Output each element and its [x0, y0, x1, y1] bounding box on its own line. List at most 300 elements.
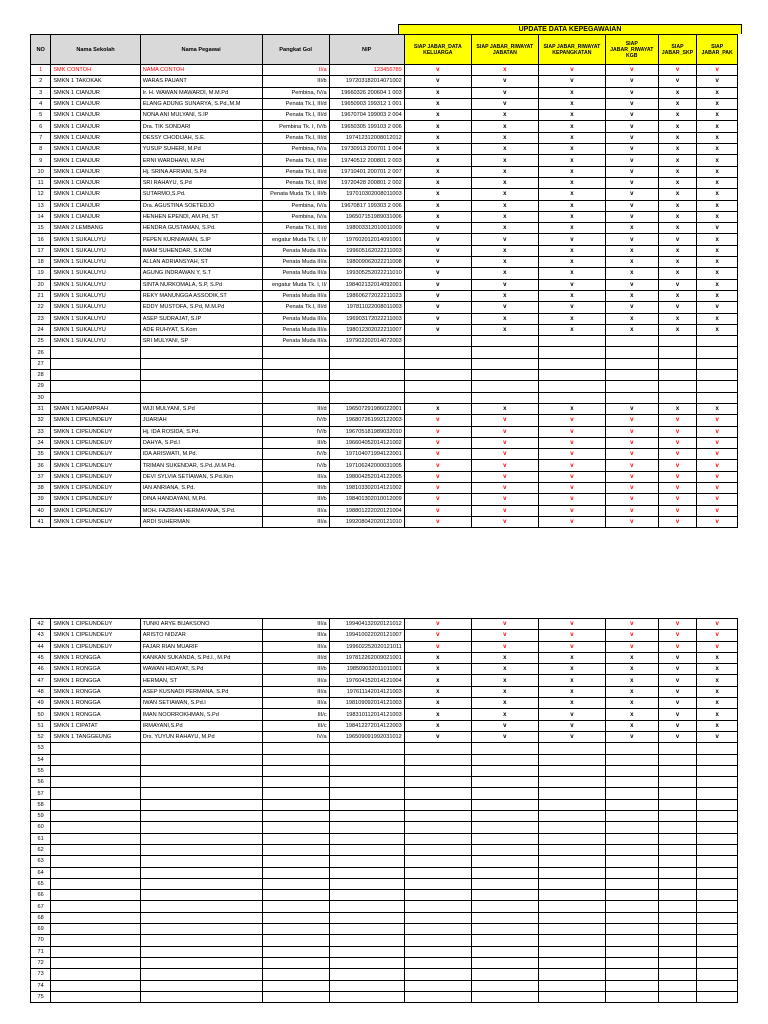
- cell-nip: 199602252020121011: [329, 641, 404, 652]
- cell-riwayat-jabatan: [471, 811, 538, 822]
- cell-no: 6: [31, 121, 51, 132]
- cell-no: 65: [31, 878, 51, 889]
- cell-pangkat: engatur Muda Tk. I, II/: [262, 279, 329, 290]
- cell-nama-pegawai: EDDY MUSTOFA, S.Pd, M.M.Pd: [140, 302, 262, 313]
- cell-pak: x: [697, 177, 738, 188]
- cell-nama-pegawai: SUTARMO,S.Pd.: [140, 189, 262, 200]
- cell-riwayat-kgb: [605, 867, 658, 878]
- cell-nama-sekolah: [51, 969, 140, 980]
- cell-pak: x: [697, 144, 738, 155]
- cell-nama-pegawai: [140, 957, 262, 968]
- cell-pak: [697, 856, 738, 867]
- cell-nama-sekolah: [51, 765, 140, 776]
- cell-keluarga: [404, 901, 471, 912]
- cell-riwayat-kgb: x: [605, 290, 658, 301]
- cell-skp: x: [658, 98, 697, 109]
- cell-riwayat-jabatan: x: [471, 403, 538, 414]
- cell-riwayat-kgb: v: [605, 110, 658, 121]
- cell-pangkat: [262, 392, 329, 403]
- cell-riwayat-jabatan: [471, 788, 538, 799]
- cell-nama-sekolah: SMKN 1 RONGGA: [51, 686, 140, 697]
- cell-skp: [658, 946, 697, 957]
- cell-riwayat-jabatan: x: [471, 313, 538, 324]
- cell-skp: [658, 856, 697, 867]
- cell-skp: v: [658, 449, 697, 460]
- cell-keluarga: x: [404, 189, 471, 200]
- cell-riwayat-kgb: v: [605, 65, 658, 76]
- cell-riwayat-jabatan: [471, 754, 538, 765]
- cell-nama-sekolah: SMKN 1 CIANJUR: [51, 177, 140, 188]
- cell-nama-sekolah: [51, 811, 140, 822]
- header-skp: SIAP JABAR_SKP: [658, 35, 697, 65]
- cell-pak: [697, 912, 738, 923]
- cell-nip: [329, 358, 404, 369]
- table-row: [31, 890, 738, 901]
- cell-no: 3: [31, 87, 51, 98]
- cell-nama-sekolah: SMKN 1 CIANJUR: [51, 144, 140, 155]
- cell-skp: [658, 924, 697, 935]
- cell-pak: [697, 924, 738, 935]
- cell-skp: x: [658, 87, 697, 98]
- cell-pangkat: [262, 358, 329, 369]
- cell-skp: v: [658, 709, 697, 720]
- cell-skp: v: [658, 630, 697, 641]
- cell-pangkat: [262, 811, 329, 822]
- cell-no: 17: [31, 245, 51, 256]
- cell-skp: v: [658, 516, 697, 527]
- cell-skp: [658, 370, 697, 381]
- cell-no: 16: [31, 234, 51, 245]
- cell-nip: 198402132014092001: [329, 279, 404, 290]
- cell-nama-pegawai: [140, 991, 262, 1002]
- cell-riwayat-kgb: [605, 980, 658, 991]
- cell-nip: 197106242000031005: [329, 460, 404, 471]
- table-row: [31, 110, 738, 121]
- cell-skp: x: [658, 166, 697, 177]
- cell-pangkat: [262, 765, 329, 776]
- cell-riwayat-kepangkatan: [538, 799, 605, 810]
- cell-keluarga: [404, 980, 471, 991]
- cell-riwayat-kgb: v: [605, 211, 658, 222]
- cell-pangkat: Penata Tk.I, III/d: [262, 177, 329, 188]
- cell-riwayat-jabatan: x: [471, 132, 538, 143]
- cell-riwayat-kgb: v: [605, 177, 658, 188]
- cell-riwayat-jabatan: [471, 799, 538, 810]
- table-row: [31, 482, 738, 493]
- cell-keluarga: x: [404, 698, 471, 709]
- cell-keluarga: [404, 811, 471, 822]
- cell-riwayat-kgb: [605, 381, 658, 392]
- cell-no: 19: [31, 268, 51, 279]
- cell-nip: [329, 946, 404, 957]
- cell-keluarga: [404, 935, 471, 946]
- cell-nip: 197902202014072003: [329, 336, 404, 347]
- cell-nama-pegawai: PEPEN KURNIAWAN, S.IP: [140, 234, 262, 245]
- header-nama-pegawai: Nama Pegawai: [140, 35, 262, 65]
- table-row: [31, 268, 738, 279]
- cell-riwayat-jabatan: x: [471, 177, 538, 188]
- table-row: [31, 675, 738, 686]
- table-row: [31, 370, 738, 381]
- cell-riwayat-kepangkatan: x: [538, 144, 605, 155]
- cell-riwayat-kepangkatan: v: [538, 720, 605, 731]
- cell-nama-sekolah: SMKN 1 CIPEUNDEUY: [51, 415, 140, 426]
- cell-nip: [329, 799, 404, 810]
- cell-riwayat-kepangkatan: v: [538, 76, 605, 87]
- table-row: [31, 324, 738, 335]
- cell-skp: [658, 833, 697, 844]
- cell-skp: v: [658, 460, 697, 471]
- cell-pak: x: [697, 313, 738, 324]
- cell-pak: v: [697, 619, 738, 630]
- cell-keluarga: [404, 370, 471, 381]
- cell-pangkat: Penata Tk.I, III/d: [262, 132, 329, 143]
- cell-nip: [329, 935, 404, 946]
- cell-nama-sekolah: [51, 788, 140, 799]
- cell-nip: 199305252022211010: [329, 268, 404, 279]
- cell-riwayat-kgb: v: [605, 121, 658, 132]
- cell-nama-sekolah: SMAN 2 LEMBANG: [51, 223, 140, 234]
- cell-pangkat: IV/b: [262, 415, 329, 426]
- table-row: [31, 788, 738, 799]
- cell-riwayat-kepangkatan: x: [538, 211, 605, 222]
- cell-nama-sekolah: [51, 833, 140, 844]
- cell-skp: [658, 991, 697, 1002]
- cell-no: 24: [31, 324, 51, 335]
- cell-riwayat-jabatan: x: [471, 268, 538, 279]
- cell-pak: [697, 336, 738, 347]
- cell-no: 18: [31, 257, 51, 268]
- cell-riwayat-jabatan: x: [471, 245, 538, 256]
- table-row: [31, 912, 738, 923]
- cell-pangkat: Penata Tk.I, III/d: [262, 166, 329, 177]
- cell-pangkat: III/a: [262, 675, 329, 686]
- table-row: [31, 65, 738, 76]
- cell-skp: v: [658, 302, 697, 313]
- table-row: [31, 969, 738, 980]
- cell-nip: [329, 743, 404, 754]
- cell-pangkat: IV/b: [262, 426, 329, 437]
- cell-riwayat-jabatan: x: [471, 686, 538, 697]
- cell-riwayat-kgb: v: [605, 505, 658, 516]
- cell-keluarga: v: [404, 471, 471, 482]
- cell-nama-pegawai: [140, 765, 262, 776]
- table-row: [31, 234, 738, 245]
- cell-nip: [329, 844, 404, 855]
- table-row: [31, 799, 738, 810]
- cell-skp: v: [658, 426, 697, 437]
- cell-pangkat: Penata Muda Tk I, III/b: [262, 189, 329, 200]
- cell-keluarga: v: [404, 426, 471, 437]
- cell-nama-sekolah: [51, 924, 140, 935]
- cell-pangkat: Penata Muda III/a: [262, 257, 329, 268]
- cell-pak: v: [697, 302, 738, 313]
- cell-no: 43: [31, 630, 51, 641]
- cell-pak: [697, 811, 738, 822]
- cell-riwayat-kepangkatan: v: [538, 619, 605, 630]
- cell-pak: v: [697, 516, 738, 527]
- cell-nip: [329, 777, 404, 788]
- cell-riwayat-kgb: [605, 924, 658, 935]
- cell-nama-sekolah: SMKN 1 CIANJUR: [51, 110, 140, 121]
- cell-pangkat: [262, 754, 329, 765]
- table-row: [31, 302, 738, 313]
- cell-riwayat-kgb: v: [605, 471, 658, 482]
- cell-skp: v: [658, 76, 697, 87]
- cell-skp: x: [658, 324, 697, 335]
- cell-pangkat: III/b: [262, 76, 329, 87]
- cell-riwayat-jabatan: v: [471, 720, 538, 731]
- cell-pangkat: Penata Tk.I, III/d: [262, 98, 329, 109]
- cell-riwayat-kepangkatan: x: [538, 257, 605, 268]
- cell-no: 42: [31, 619, 51, 630]
- table-row: [31, 358, 738, 369]
- employee-table-top: [30, 34, 738, 528]
- cell-riwayat-jabatan: v: [471, 619, 538, 630]
- cell-riwayat-kgb: [605, 833, 658, 844]
- cell-nama-pegawai: [140, 788, 262, 799]
- cell-skp: x: [658, 132, 697, 143]
- cell-riwayat-jabatan: v: [471, 426, 538, 437]
- cell-riwayat-jabatan: [471, 980, 538, 991]
- cell-no: 52: [31, 731, 51, 742]
- cell-riwayat-kepangkatan: x: [538, 313, 605, 324]
- cell-no: 45: [31, 652, 51, 663]
- table-row: [31, 279, 738, 290]
- cell-nama-sekolah: SMKN 1 CIPEUNDEUY: [51, 494, 140, 505]
- cell-riwayat-kgb: v: [605, 516, 658, 527]
- cell-pak: v: [697, 76, 738, 87]
- cell-skp: [658, 867, 697, 878]
- cell-riwayat-jabatan: [471, 822, 538, 833]
- cell-nama-sekolah: SMKN 1 CIANJUR: [51, 166, 140, 177]
- cell-keluarga: v: [404, 257, 471, 268]
- cell-nama-sekolah: [51, 878, 140, 889]
- cell-no: 35: [31, 449, 51, 460]
- table-body-bottom: [31, 619, 738, 1003]
- cell-pak: x: [697, 686, 738, 697]
- table-row: [31, 155, 738, 166]
- cell-keluarga: [404, 890, 471, 901]
- cell-nama-pegawai: [140, 358, 262, 369]
- table-row: [31, 403, 738, 414]
- cell-nip: 196807261992122003: [329, 415, 404, 426]
- cell-keluarga: x: [404, 211, 471, 222]
- table-row: [31, 856, 738, 867]
- cell-nama-sekolah: SMKN 1 CIPEUNDEUY: [51, 460, 140, 471]
- cell-skp: v: [658, 641, 697, 652]
- cell-nip: 19650305 199103 2 006: [329, 121, 404, 132]
- cell-pak: x: [697, 87, 738, 98]
- cell-pangkat: [262, 946, 329, 957]
- cell-riwayat-kgb: x: [605, 664, 658, 675]
- cell-riwayat-kepangkatan: x: [538, 686, 605, 697]
- cell-riwayat-kgb: v: [605, 449, 658, 460]
- cell-riwayat-kgb: [605, 392, 658, 403]
- cell-riwayat-jabatan: x: [471, 110, 538, 121]
- cell-pangkat: IV/b: [262, 460, 329, 471]
- cell-nama-pegawai: [140, 811, 262, 822]
- cell-pak: v: [697, 731, 738, 742]
- cell-pangkat: III/b: [262, 437, 329, 448]
- table-row: [31, 381, 738, 392]
- cell-nama-pegawai: ARISTO NIDZAR: [140, 630, 262, 641]
- cell-skp: x: [658, 223, 697, 234]
- cell-riwayat-kgb: [605, 912, 658, 923]
- table-body-top: [31, 65, 738, 528]
- cell-riwayat-kgb: x: [605, 720, 658, 731]
- table-row: [31, 957, 738, 968]
- cell-riwayat-kepangkatan: x: [538, 132, 605, 143]
- table-row: [31, 132, 738, 143]
- cell-nip: 198004252014122005: [329, 471, 404, 482]
- cell-no: 20: [31, 279, 51, 290]
- cell-riwayat-kgb: [605, 358, 658, 369]
- cell-keluarga: [404, 788, 471, 799]
- cell-riwayat-kgb: x: [605, 223, 658, 234]
- cell-nama-sekolah: [51, 901, 140, 912]
- cell-no: 9: [31, 155, 51, 166]
- cell-pangkat: [262, 844, 329, 855]
- cell-pak: x: [697, 155, 738, 166]
- cell-pangkat: IV/a: [262, 731, 329, 742]
- cell-keluarga: x: [404, 177, 471, 188]
- cell-pangkat: Penata Tk.I, III/d: [262, 155, 329, 166]
- cell-nama-sekolah: SMKN 1 TANGGEUNG: [51, 731, 140, 742]
- table-row: [31, 833, 738, 844]
- cell-keluarga: v: [404, 290, 471, 301]
- cell-skp: v: [658, 437, 697, 448]
- cell-no: 2: [31, 76, 51, 87]
- cell-keluarga: [404, 856, 471, 867]
- cell-nama-pegawai: HENDRA GUSTAMAN, S.Pd.: [140, 223, 262, 234]
- cell-keluarga: x: [404, 652, 471, 663]
- cell-riwayat-kgb: [605, 935, 658, 946]
- cell-nip: [329, 347, 404, 358]
- cell-pak: v: [697, 426, 738, 437]
- table-row: [31, 245, 738, 256]
- cell-nama-pegawai: Dra. AGUSTINA SOETEDJO: [140, 200, 262, 211]
- table-row: [31, 901, 738, 912]
- cell-pak: v: [697, 223, 738, 234]
- cell-nama-pegawai: [140, 743, 262, 754]
- cell-riwayat-kepangkatan: x: [538, 223, 605, 234]
- cell-no: 61: [31, 833, 51, 844]
- table-row: [31, 211, 738, 222]
- table-row: [31, 754, 738, 765]
- cell-riwayat-jabatan: [471, 336, 538, 347]
- cell-riwayat-jabatan: [471, 912, 538, 923]
- cell-nip: 198509032011011001: [329, 664, 404, 675]
- cell-riwayat-jabatan: [471, 777, 538, 788]
- cell-keluarga: [404, 754, 471, 765]
- cell-riwayat-jabatan: v: [471, 731, 538, 742]
- cell-riwayat-jabatan: v: [471, 516, 538, 527]
- cell-pangkat: Penata Tk.I, III/d: [262, 223, 329, 234]
- cell-riwayat-jabatan: x: [471, 211, 538, 222]
- cell-keluarga: v: [404, 641, 471, 652]
- cell-riwayat-kepangkatan: x: [538, 110, 605, 121]
- cell-nama-sekolah: [51, 935, 140, 946]
- cell-riwayat-kgb: v: [605, 76, 658, 87]
- cell-nip: 198012302022211007: [329, 324, 404, 335]
- cell-nip: [329, 957, 404, 968]
- cell-nama-sekolah: [51, 957, 140, 968]
- cell-riwayat-jabatan: x: [471, 144, 538, 155]
- cell-nama-pegawai: ERNI WARDHANI, M.Pd: [140, 155, 262, 166]
- cell-riwayat-kepangkatan: [538, 822, 605, 833]
- cell-skp: v: [658, 505, 697, 516]
- cell-nama-sekolah: SMKN 1 CIPEUNDEUY: [51, 437, 140, 448]
- cell-nip: [329, 765, 404, 776]
- cell-riwayat-kgb: [605, 969, 658, 980]
- cell-riwayat-jabatan: [471, 844, 538, 855]
- cell-riwayat-jabatan: x: [471, 709, 538, 720]
- cell-riwayat-kepangkatan: [538, 991, 605, 1002]
- cell-nama-pegawai: NONA ANI MULYANI, S.IP: [140, 110, 262, 121]
- cell-no: 75: [31, 991, 51, 1002]
- cell-nama-pegawai: [140, 890, 262, 901]
- cell-nama-sekolah: SMKN 1 RONGGA: [51, 664, 140, 675]
- cell-pangkat: III/a: [262, 516, 329, 527]
- cell-nip: [329, 980, 404, 991]
- cell-skp: x: [658, 211, 697, 222]
- cell-keluarga: x: [404, 132, 471, 143]
- cell-nama-sekolah: [51, 392, 140, 403]
- cell-pak: [697, 833, 738, 844]
- cell-nama-pegawai: HERMAN, ST: [140, 675, 262, 686]
- cell-no: 48: [31, 686, 51, 697]
- cell-keluarga: x: [404, 155, 471, 166]
- cell-keluarga: v: [404, 437, 471, 448]
- cell-nama-sekolah: SMKN 1 SUKALUYU: [51, 257, 140, 268]
- cell-nama-pegawai: Hj. IDA ROSIDA, S.Pd.: [140, 426, 262, 437]
- cell-riwayat-kgb: v: [605, 630, 658, 641]
- cell-riwayat-kgb: v: [605, 426, 658, 437]
- cell-keluarga: [404, 358, 471, 369]
- cell-riwayat-kgb: [605, 370, 658, 381]
- cell-riwayat-jabatan: [471, 957, 538, 968]
- cell-nip: 197104071994122001: [329, 449, 404, 460]
- cell-nama-pegawai: [140, 912, 262, 923]
- cell-keluarga: [404, 777, 471, 788]
- cell-no: 28: [31, 370, 51, 381]
- cell-nama-pegawai: IWAN SETIAWAN, S.Pd.I: [140, 698, 262, 709]
- cell-riwayat-kepangkatan: x: [538, 98, 605, 109]
- cell-nama-pegawai: [140, 370, 262, 381]
- cell-nama-pegawai: Drs. YUYUN RAHAYU, M.Pd: [140, 731, 262, 742]
- cell-nama-pegawai: DAHYA, S.Pd.I: [140, 437, 262, 448]
- cell-skp: [658, 799, 697, 810]
- cell-skp: v: [658, 698, 697, 709]
- cell-pak: x: [697, 200, 738, 211]
- cell-keluarga: x: [404, 166, 471, 177]
- cell-nip: 199404132020121012: [329, 619, 404, 630]
- cell-riwayat-kgb: v: [605, 482, 658, 493]
- cell-nama-pegawai: [140, 946, 262, 957]
- cell-riwayat-jabatan: x: [471, 121, 538, 132]
- cell-nama-sekolah: SMKN 1 CIANJUR: [51, 98, 140, 109]
- cell-riwayat-jabatan: v: [471, 234, 538, 245]
- cell-riwayat-kepangkatan: x: [538, 290, 605, 301]
- cell-riwayat-jabatan: [471, 946, 538, 957]
- cell-riwayat-jabatan: [471, 901, 538, 912]
- cell-riwayat-kepangkatan: [538, 924, 605, 935]
- cell-nip: 196507151989031006: [329, 211, 404, 222]
- cell-riwayat-kgb: [605, 799, 658, 810]
- cell-pak: [697, 878, 738, 889]
- cell-nama-pegawai: IMAN NOORROKHMAN, S.Pd: [140, 709, 262, 720]
